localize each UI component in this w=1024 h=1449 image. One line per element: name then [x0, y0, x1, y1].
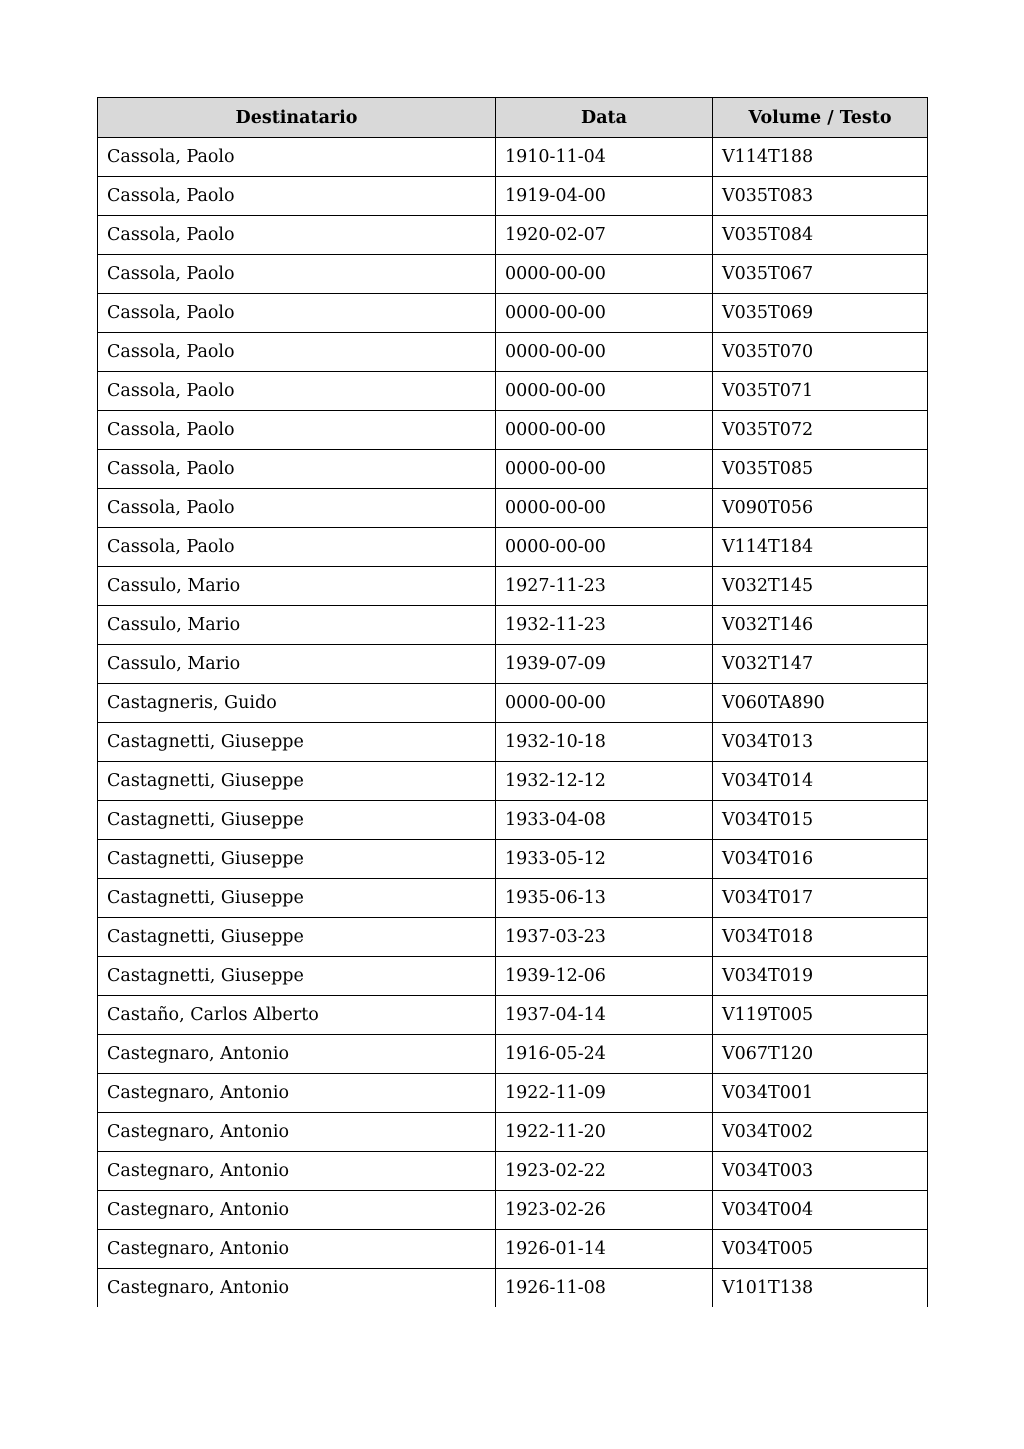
cell-data: 0000-00-00	[496, 528, 713, 567]
cell-data: 1932-10-18	[496, 723, 713, 762]
cell-destinatario: Castegnaro, Antonio	[98, 1074, 496, 1113]
cell-volume-testo: V034T015	[713, 801, 928, 840]
cell-data: 0000-00-00	[496, 372, 713, 411]
cell-data: 1926-01-14	[496, 1230, 713, 1269]
cell-destinatario: Castegnaro, Antonio	[98, 1230, 496, 1269]
cell-destinatario: Cassulo, Mario	[98, 645, 496, 684]
cell-volume-testo: V101T138	[713, 1269, 928, 1308]
cell-data: 1926-11-08	[496, 1269, 713, 1308]
header-data: Data	[496, 98, 713, 138]
cell-destinatario: Cassulo, Mario	[98, 567, 496, 606]
table-row	[98, 879, 928, 918]
cell-data: 1932-11-23	[496, 606, 713, 645]
cell-volume-testo: V034T002	[713, 1113, 928, 1152]
cell-data: 1916-05-24	[496, 1035, 713, 1074]
cell-volume-testo: V034T017	[713, 879, 928, 918]
table-row	[98, 1269, 928, 1308]
table-row	[98, 684, 928, 723]
cell-volume-testo: V032T147	[713, 645, 928, 684]
cell-volume-testo: V032T145	[713, 567, 928, 606]
header-volume-testo: Volume / Testo	[713, 98, 928, 138]
cell-data: 1927-11-23	[496, 567, 713, 606]
cell-volume-testo: V090T056	[713, 489, 928, 528]
cell-destinatario: Cassola, Paolo	[98, 489, 496, 528]
table-body	[98, 138, 928, 1308]
cell-volume-testo: V034T019	[713, 957, 928, 996]
table-row	[98, 372, 928, 411]
table-row	[98, 801, 928, 840]
table-row	[98, 762, 928, 801]
cell-data: 1922-11-20	[496, 1113, 713, 1152]
cell-destinatario: Castagnetti, Giuseppe	[98, 723, 496, 762]
cell-volume-testo: V035T084	[713, 216, 928, 255]
table-row	[98, 489, 928, 528]
table-row	[98, 1113, 928, 1152]
cell-data: 1933-04-08	[496, 801, 713, 840]
cell-volume-testo: V035T067	[713, 255, 928, 294]
cell-volume-testo: V034T016	[713, 840, 928, 879]
table-row	[98, 294, 928, 333]
cell-volume-testo: V119T005	[713, 996, 928, 1035]
cell-data: 0000-00-00	[496, 489, 713, 528]
cell-destinatario: Castagnetti, Giuseppe	[98, 762, 496, 801]
cell-data: 0000-00-00	[496, 333, 713, 372]
cell-volume-testo: V034T004	[713, 1191, 928, 1230]
table-row	[98, 723, 928, 762]
table-row	[98, 255, 928, 294]
cell-data: 0000-00-00	[496, 294, 713, 333]
cell-data: 1910-11-04	[496, 138, 713, 177]
table-row	[98, 411, 928, 450]
cell-destinatario: Cassola, Paolo	[98, 216, 496, 255]
table-row	[98, 1191, 928, 1230]
cell-data: 0000-00-00	[496, 411, 713, 450]
cell-destinatario: Castegnaro, Antonio	[98, 1035, 496, 1074]
cell-data: 1939-07-09	[496, 645, 713, 684]
cell-volume-testo: V067T120	[713, 1035, 928, 1074]
cell-volume-testo: V034T018	[713, 918, 928, 957]
table-row	[98, 840, 928, 879]
cell-volume-testo: V034T003	[713, 1152, 928, 1191]
cell-destinatario: Castegnaro, Antonio	[98, 1191, 496, 1230]
letters-table	[97, 97, 928, 1307]
cell-data: 1932-12-12	[496, 762, 713, 801]
cell-volume-testo: V060TA890	[713, 684, 928, 723]
cell-volume-testo: V035T072	[713, 411, 928, 450]
cell-data: 1920-02-07	[496, 216, 713, 255]
cell-volume-testo: V032T146	[713, 606, 928, 645]
table-row	[98, 567, 928, 606]
cell-data: 1919-04-00	[496, 177, 713, 216]
cell-volume-testo: V035T085	[713, 450, 928, 489]
cell-destinatario: Castaño, Carlos Alberto	[98, 996, 496, 1035]
cell-volume-testo: V034T014	[713, 762, 928, 801]
cell-volume-testo: V114T188	[713, 138, 928, 177]
table-row	[98, 996, 928, 1035]
cell-destinatario: Cassola, Paolo	[98, 411, 496, 450]
cell-destinatario: Cassulo, Mario	[98, 606, 496, 645]
cell-destinatario: Castagneris, Guido	[98, 684, 496, 723]
cell-data: 0000-00-00	[496, 684, 713, 723]
table-row	[98, 918, 928, 957]
cell-data: 1923-02-22	[496, 1152, 713, 1191]
cell-data: 1937-03-23	[496, 918, 713, 957]
cell-volume-testo: V034T005	[713, 1230, 928, 1269]
cell-destinatario: Castegnaro, Antonio	[98, 1152, 496, 1191]
cell-data: 0000-00-00	[496, 450, 713, 489]
cell-destinatario: Cassola, Paolo	[98, 528, 496, 567]
table-row	[98, 1074, 928, 1113]
cell-destinatario: Cassola, Paolo	[98, 372, 496, 411]
cell-data: 1937-04-14	[496, 996, 713, 1035]
cell-data: 1939-12-06	[496, 957, 713, 996]
table-row	[98, 450, 928, 489]
cell-volume-testo: V034T013	[713, 723, 928, 762]
cell-data: 1923-02-26	[496, 1191, 713, 1230]
cell-volume-testo: V035T069	[713, 294, 928, 333]
cell-destinatario: Cassola, Paolo	[98, 138, 496, 177]
table-row	[98, 216, 928, 255]
cell-destinatario: Cassola, Paolo	[98, 177, 496, 216]
table-row	[98, 957, 928, 996]
cell-destinatario: Cassola, Paolo	[98, 294, 496, 333]
cell-destinatario: Castagnetti, Giuseppe	[98, 957, 496, 996]
cell-destinatario: Castagnetti, Giuseppe	[98, 879, 496, 918]
table-header-row	[98, 98, 928, 138]
cell-destinatario: Castegnaro, Antonio	[98, 1113, 496, 1152]
table-row	[98, 138, 928, 177]
cell-volume-testo: V034T001	[713, 1074, 928, 1113]
cell-data: 1933-05-12	[496, 840, 713, 879]
header-destinatario: Destinatario	[98, 98, 496, 138]
cell-data: 1922-11-09	[496, 1074, 713, 1113]
cell-data: 1935-06-13	[496, 879, 713, 918]
cell-destinatario: Castagnetti, Giuseppe	[98, 840, 496, 879]
table-row	[98, 177, 928, 216]
cell-volume-testo: V035T083	[713, 177, 928, 216]
cell-destinatario: Castagnetti, Giuseppe	[98, 801, 496, 840]
table-row	[98, 1230, 928, 1269]
cell-volume-testo: V035T071	[713, 372, 928, 411]
cell-data: 0000-00-00	[496, 255, 713, 294]
cell-destinatario: Cassola, Paolo	[98, 255, 496, 294]
cell-destinatario: Castagnetti, Giuseppe	[98, 918, 496, 957]
table-row	[98, 1152, 928, 1191]
cell-volume-testo: V114T184	[713, 528, 928, 567]
table-row	[98, 606, 928, 645]
table-row	[98, 645, 928, 684]
table-row	[98, 528, 928, 567]
table-row	[98, 333, 928, 372]
cell-destinatario: Castegnaro, Antonio	[98, 1269, 496, 1308]
cell-destinatario: Cassola, Paolo	[98, 333, 496, 372]
table-row	[98, 1035, 928, 1074]
cell-volume-testo: V035T070	[713, 333, 928, 372]
cell-destinatario: Cassola, Paolo	[98, 450, 496, 489]
